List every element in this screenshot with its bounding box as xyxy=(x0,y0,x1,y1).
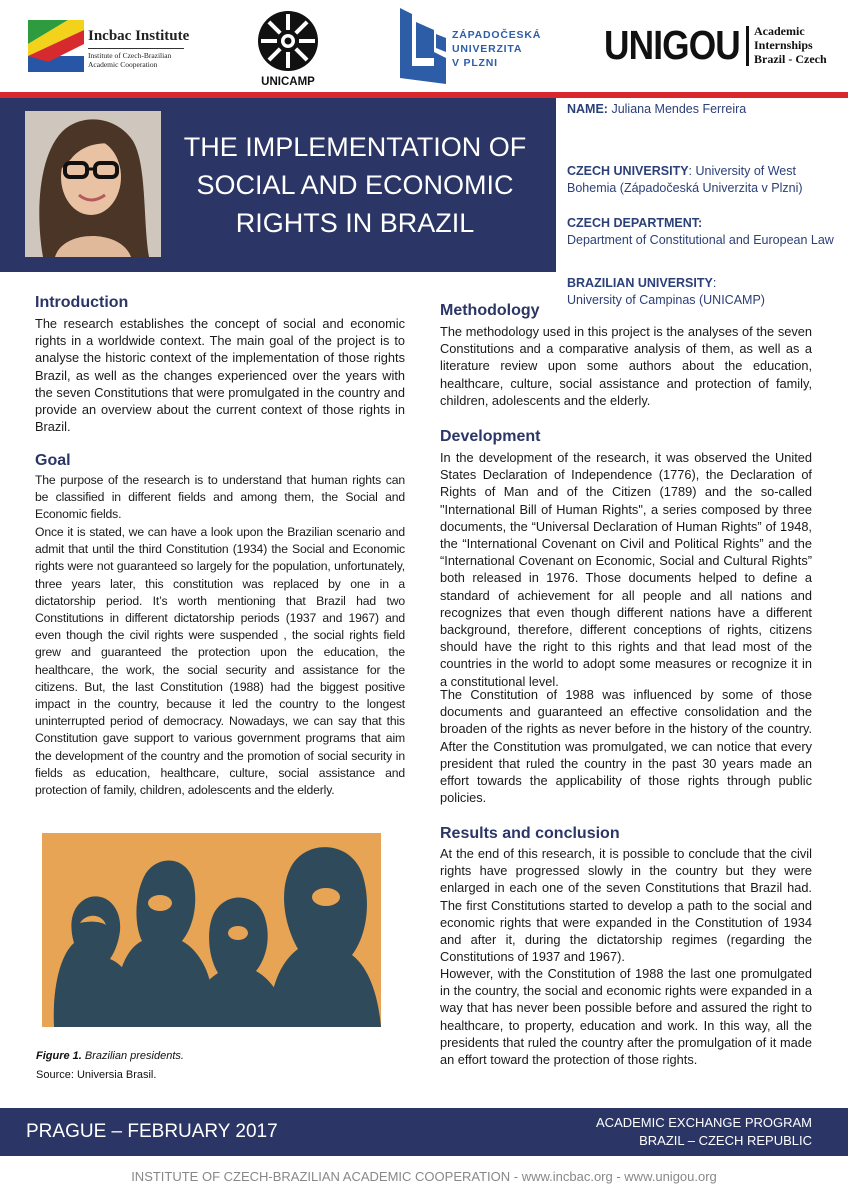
author-portrait xyxy=(25,111,161,257)
info-czech-university-value: : University of West Bohemia (Západočeská Univerzita v Plzni) xyxy=(567,164,803,195)
figure-caption-text: Brazilian presidents. xyxy=(81,1050,184,1062)
goal-text-1: The purpose of the research is to understand that human rights can be classified in different fields and among them, the Social and Economic fields. xyxy=(35,473,405,522)
incbac-subtitle: Institute of Czech-Brazilian Academic Cooperation xyxy=(88,51,172,69)
figure-caption-label: Figure 1. xyxy=(36,1050,82,1062)
introduction-heading: Introduction xyxy=(35,294,129,311)
footer-institute-links: INSTITUTE OF CZECH-BRAZILIAN ACADEMIC COOPERATION - www.incbac.org - www.unigou.org xyxy=(131,1169,717,1184)
methodology-text: The methodology used in this project is the analyses of the seven Constitutions and a comparative analysis of them, as well as a literature review upon some authors about the education, healthcare, culture, social assistance and protection of family, children, adolescents and the elderly. xyxy=(440,324,812,408)
goal-heading: Goal xyxy=(35,452,71,469)
incbac-logo xyxy=(28,20,188,74)
info-brazilian-university-value: University of Campinas (UNICAMP) xyxy=(567,292,765,307)
info-name xyxy=(567,101,837,118)
zcu-logo xyxy=(400,8,570,84)
info-czech-university-label: CZECH UNIVERSITY xyxy=(567,164,689,178)
figure-source: Source: Universia Brasil. xyxy=(36,1069,157,1081)
zcu-name: ZÁPADOČESKÁ UNIVERZITA V PLZNI xyxy=(452,29,542,69)
incbac-name: Incbac Institute xyxy=(88,28,190,44)
poster-title: THE IMPLEMENTATION OF SOCIAL AND ECONOMIC RIGHTS IN BRAZIL xyxy=(183,132,527,238)
info-czech-department-label: CZECH DEPARTMENT: xyxy=(567,216,703,230)
results-text-1: At the end of this research, it is possible to conclude that the civil rights have progressed slowly in the country but they were enlarged in each one of the seven Constitutions that Brazil had. The first Constitutions started to develop a path to the social and economic rights that were expanded in the Constitution of 1934 and after it, during the dictatorship regimes (regarding the Constitutions of 1937 and 1967). xyxy=(440,846,812,965)
footer-program: ACADEMIC EXCHANGE PROGRAM BRAZIL – CZECH REPUBLIC xyxy=(596,1115,812,1148)
incbac-divider xyxy=(88,48,184,49)
zcu-emblem-icon xyxy=(400,8,446,84)
development-heading: Development xyxy=(440,428,541,445)
figure-brazilian-presidents xyxy=(42,833,381,1027)
unicamp-logo xyxy=(250,8,326,90)
unicamp-emblem-icon xyxy=(252,8,324,74)
results-heading: Results and conclusion xyxy=(440,825,620,842)
goal-text-2: Once it is stated, we can have a look upon the Brazilian scenario and admit that until the third Constitution (1934) the Social and Economic rights were not guaranteed so largely for the population, unfortunately, three years later, this constitution was replaced by one in a dictatorship period. It’s worth mentioning that Brazil had two Constitutions in different dictatorship periods (1937 and 1967) and even though the civil rights were suspended , the social rights field grew and guaranteed the protection upon the education, the healthcare, the work, the social security and assistance for the citizens. But, the last Constitution (1988) had the biggest positive impact in the country, because it led the country to the longest uninterrupted period of democracy. Nowadays, we can say that this Constitution gave support to various government programs that aim the development of the country and the promotion of social security in fields as education, healthcare, culture, social assistance and protection of family, children, adolescents and the elderly. xyxy=(35,525,405,798)
unigou-divider xyxy=(746,26,749,66)
info-brazilian-university xyxy=(567,275,837,308)
info-brazilian-university-label: BRAZILIAN UNIVERSITY xyxy=(567,276,713,290)
figure-caption xyxy=(36,1047,184,1085)
info-brazilian-university-colon: : xyxy=(712,276,717,290)
methodology-heading: Methodology xyxy=(440,302,540,319)
info-czech-department xyxy=(567,215,837,248)
introduction-text: The research establishes the concept of social and economic rights in a worldwide context. The main goal of the project is to analyse the historic context of the implementation of those rights Brazil, as well as the changes experienced over the years with the seven Constitutions that were promulgated in the country and provide an overview about the current context of those rights in Brazil. xyxy=(35,316,405,435)
info-czech-university xyxy=(567,163,837,196)
logo-strip xyxy=(0,0,848,92)
info-name-label: NAME: xyxy=(567,102,608,116)
unigou-name: UNIGOU xyxy=(604,22,740,68)
info-czech-department-value: Department of Constitutional and European Law xyxy=(567,232,834,247)
development-text-2: The Constitution of 1988 was influenced by some of those documents and guaranteed an effective consolidation and the broaden of the rights as never before in the history of the country. After the Constitution was promulgated, we can notice that every president that ruled the country in the past 30 years made an effort towards the applicability of those rights through public policies. xyxy=(440,687,812,806)
footer-location-date: PRAGUE – FEBRUARY 2017 xyxy=(26,1121,278,1142)
results-text-2: However, with the Constitution of 1988 the last one promulgated in the country, the social and economic rights were expanded in a way that has never been possible before and assured the right to healthcare, to property, education and work. In this way, all the presidents that ruled the country after the promulgation of it made an effort toward the protection of those rights. xyxy=(440,966,812,1068)
info-name-value: Juliana Mendes Ferreira xyxy=(607,102,747,116)
unicamp-name: UNICAMP xyxy=(261,76,315,88)
unigou-tagline: Academic Internships Brazil - Czech xyxy=(754,24,827,66)
development-text-1: In the development of the research, it was observed the United States Declaration of Independence (1776), the Declaration of Rights of Man and of the Citizen (1789) and the so-called "International Bill of Human Rights", a series composed by three documents, the “Universal Declaration of Human Rights” of 1948, the “International Covenant on Civil and Political Rights” and the “International Covenant on Economic, Social and Cultural Rights” both released in 1976. Those documents helped to define a standard of achievement for all people and all nations and recognizes that even though different nations have a different background, therefore, different conceptions of rights, citizens should have the right to this rights and that lead most of the countries in the world to adopt some measures or recognize it in a constitutional level. xyxy=(440,450,812,689)
author-portrait-image xyxy=(25,111,161,257)
incbac-flag-icon xyxy=(28,20,84,72)
presidents-illustration xyxy=(42,833,381,1027)
unigou-logo xyxy=(604,22,834,76)
